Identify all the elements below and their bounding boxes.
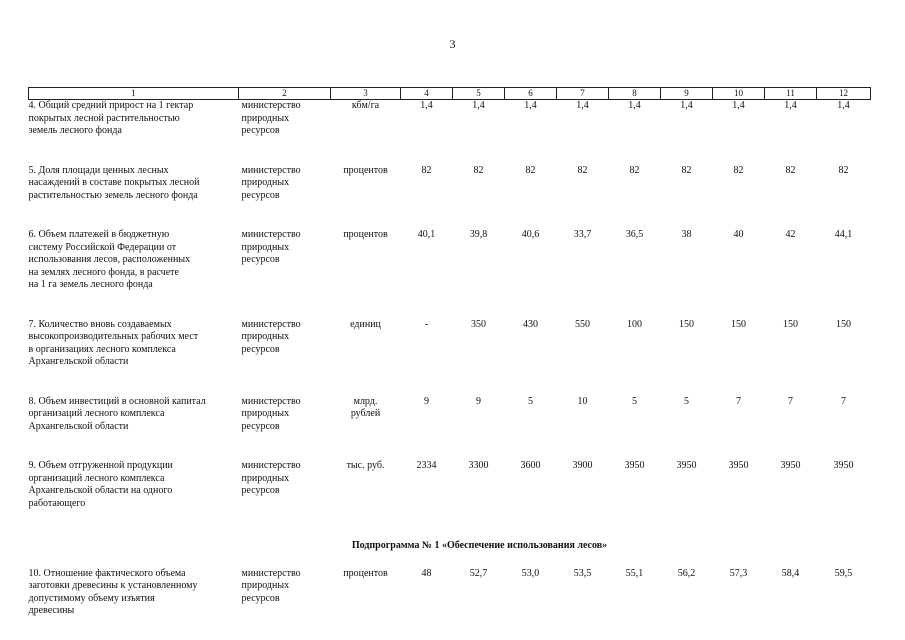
value-cell: 150 bbox=[731, 318, 746, 330]
responsible-body-line: природных bbox=[241, 241, 290, 253]
table-row bbox=[29, 568, 871, 618]
spacer-row bbox=[29, 433, 871, 460]
responsible-body-line: природных bbox=[241, 408, 290, 419]
value-cell: 9 bbox=[424, 395, 429, 407]
indicator-name-line: растительностью земель лесного фонда bbox=[28, 189, 198, 201]
value-cell: 82 bbox=[577, 164, 588, 176]
table-body bbox=[29, 100, 871, 618]
page-number: 3 bbox=[449, 37, 456, 51]
unit-of-measure-line: млрд. bbox=[353, 395, 378, 407]
value-cell: 33,7 bbox=[573, 229, 592, 240]
indicator-name-line: на 1 га земель лесного фонда bbox=[28, 279, 153, 290]
responsible-body-line: природных bbox=[241, 112, 290, 124]
subprogram-heading-row bbox=[29, 540, 871, 553]
value-cell: 5 bbox=[632, 395, 637, 407]
responsible-body-line: министерство bbox=[241, 100, 301, 111]
unit-of-measure-line: единиц bbox=[350, 318, 381, 330]
responsible-body bbox=[239, 568, 331, 618]
unit-of-measure-line: кбм/га bbox=[351, 100, 380, 111]
responsible-body-line: природных bbox=[241, 331, 290, 342]
value-cell: 53,0 bbox=[521, 567, 540, 579]
value-cell: 3950 bbox=[780, 460, 801, 471]
column-header: 10 bbox=[713, 88, 765, 100]
value-cell: 56,2 bbox=[677, 567, 696, 579]
responsible-body-line: ресурсов bbox=[241, 189, 280, 201]
responsible-body-line: министерство bbox=[241, 318, 301, 330]
column-header: 4 bbox=[401, 88, 453, 100]
value-cell: 7 bbox=[736, 395, 741, 407]
column-header: 5 bbox=[453, 88, 505, 100]
indicator-name bbox=[29, 229, 239, 292]
indicator-name-line: 6. Объем платежей в бюджетную bbox=[28, 229, 170, 240]
value-cell: 1,4 bbox=[784, 100, 797, 111]
indicator-name bbox=[29, 165, 239, 203]
indicator-name-line: 7. Количество вновь создаваемых bbox=[28, 318, 172, 330]
spacer-row bbox=[29, 369, 871, 396]
spacer-row bbox=[29, 553, 871, 568]
value-cell: 82 bbox=[473, 164, 484, 176]
indicator-name-line: 4. Общий средний прирост на 1 гектар bbox=[28, 100, 194, 111]
indicator-name-line: Архангельской области на одного bbox=[28, 485, 173, 496]
value-cell: 3950 bbox=[624, 460, 645, 471]
indicator-name-line: 10. Отношение фактического объема bbox=[28, 567, 186, 579]
column-header: 11 bbox=[765, 88, 817, 100]
indicator-name-line: земель лесного фонда bbox=[28, 125, 122, 136]
indicator-name bbox=[29, 568, 239, 618]
indicator-name bbox=[29, 396, 239, 434]
value-cell: 150 bbox=[836, 318, 851, 330]
indicator-name-line: 8. Объем инвестиций в основной капитал bbox=[28, 395, 206, 407]
indicator-name bbox=[29, 319, 239, 369]
indicator-name-line: высокопроизводительных рабочих мест bbox=[28, 331, 199, 342]
indicator-name-line: организаций лесного комплекса bbox=[28, 472, 165, 484]
indicator-name-line: организаций лесного комплекса bbox=[28, 408, 165, 419]
column-header: 6 bbox=[505, 88, 557, 100]
indicator-name-line: 5. Доля площади ценных лесных bbox=[28, 164, 169, 176]
responsible-body-line: министерство bbox=[241, 460, 301, 471]
value-cell: 2334 bbox=[416, 460, 437, 471]
responsible-body bbox=[239, 319, 331, 369]
spacer-row bbox=[29, 138, 871, 165]
unit-of-measure bbox=[331, 568, 401, 618]
indicator-name-line: Архангельской области bbox=[28, 420, 129, 432]
value-cell: 82 bbox=[629, 164, 640, 176]
responsible-body-line: ресурсов bbox=[241, 420, 280, 432]
value-cell: 1,4 bbox=[732, 100, 745, 111]
unit-of-measure-line: тыс. руб. bbox=[346, 460, 385, 471]
value-cell: 3950 bbox=[728, 460, 749, 471]
unit-of-measure bbox=[331, 319, 401, 369]
table-row bbox=[29, 100, 871, 138]
unit-of-measure bbox=[331, 165, 401, 203]
indicator-name-line: Архангельской области bbox=[28, 356, 129, 367]
value-cell: 44,1 bbox=[834, 229, 853, 240]
responsible-body bbox=[239, 100, 331, 138]
value-cell: 52,7 bbox=[469, 567, 488, 579]
value-cell: 82 bbox=[838, 164, 849, 176]
indicator-name-line: древесины bbox=[28, 605, 75, 616]
responsible-body-line: природных bbox=[241, 177, 290, 188]
indicator-name-line: на землях лесного фонда, в расчете bbox=[28, 266, 179, 278]
responsible-body bbox=[239, 165, 331, 203]
responsible-body-line: ресурсов bbox=[241, 343, 280, 355]
value-cell: 48 bbox=[421, 567, 432, 579]
value-cell: 1,4 bbox=[576, 100, 589, 111]
subprogram-title: Подпрограмма № 1 «Обеспечение использования лесов» bbox=[351, 540, 608, 551]
column-header: 1 bbox=[29, 88, 239, 100]
table-row bbox=[29, 165, 871, 203]
unit-of-measure bbox=[331, 229, 401, 292]
indicator-name-line: систему Российской Федерации от bbox=[28, 241, 177, 253]
value-cell: 1,4 bbox=[680, 100, 693, 111]
responsible-body-line: природных bbox=[241, 580, 290, 591]
value-cell: 39,8 bbox=[469, 229, 488, 240]
responsible-body-line: ресурсов bbox=[241, 485, 280, 496]
indicator-name-line: допустимому объему изъятия bbox=[28, 592, 155, 604]
value-cell: 10 bbox=[577, 395, 588, 407]
value-cell: 150 bbox=[679, 318, 694, 330]
responsible-body-line: министерство bbox=[241, 567, 301, 579]
indicator-name-line: работающего bbox=[28, 497, 86, 509]
value-cell: 53,5 bbox=[573, 567, 592, 579]
value-cell: 40,1 bbox=[417, 229, 436, 240]
value-cell: 82 bbox=[421, 164, 432, 176]
value-cell: 40 bbox=[733, 229, 744, 240]
value-cell: 40,6 bbox=[521, 229, 540, 240]
value-cell: 42 bbox=[785, 229, 796, 240]
unit-of-measure-line: рублей bbox=[350, 408, 381, 419]
value-cell: 58,4 bbox=[781, 567, 800, 579]
value-cell: 1,4 bbox=[524, 100, 537, 111]
column-header: 3 bbox=[331, 88, 401, 100]
spacer-row bbox=[29, 510, 871, 540]
value-cell: - bbox=[424, 318, 429, 330]
value-cell: 350 bbox=[471, 318, 486, 330]
column-header: 9 bbox=[661, 88, 713, 100]
value-cell: 36,5 bbox=[625, 229, 644, 240]
column-header: 2 bbox=[239, 88, 331, 100]
unit-of-measure bbox=[331, 460, 401, 510]
unit-of-measure bbox=[331, 396, 401, 434]
value-cell: 1,4 bbox=[837, 100, 850, 111]
column-header: 7 bbox=[557, 88, 609, 100]
value-cell: 3950 bbox=[833, 460, 854, 471]
value-cell: 150 bbox=[783, 318, 798, 330]
value-cell: 82 bbox=[785, 164, 796, 176]
indicator-name-line: в организациях лесного комплекса bbox=[28, 343, 176, 355]
value-cell: 1,4 bbox=[628, 100, 641, 111]
unit-of-measure bbox=[331, 100, 401, 138]
value-cell: 3950 bbox=[676, 460, 697, 471]
value-cell: 82 bbox=[733, 164, 744, 176]
responsible-body-line: министерство bbox=[241, 229, 301, 240]
unit-of-measure-line: процентов bbox=[343, 229, 388, 240]
value-cell: 82 bbox=[525, 164, 536, 176]
value-cell: 430 bbox=[523, 318, 538, 330]
value-cell: 82 bbox=[681, 164, 692, 176]
column-header: 12 bbox=[817, 88, 871, 100]
value-cell: 7 bbox=[788, 395, 793, 407]
value-cell: 100 bbox=[627, 318, 642, 330]
responsible-body-line: министерство bbox=[241, 395, 301, 407]
value-cell: 3600 bbox=[520, 460, 541, 471]
indicator-name-line: насаждений в составе покрытых лесной bbox=[28, 177, 200, 188]
table-row bbox=[29, 396, 871, 434]
responsible-body-line: природных bbox=[241, 472, 290, 484]
responsible-body-line: ресурсов bbox=[241, 254, 280, 265]
unit-of-measure-line: процентов bbox=[343, 164, 388, 176]
value-cell: 55,1 bbox=[625, 567, 644, 579]
indicator-name-line: заготовки древесины к установленному bbox=[28, 580, 198, 591]
value-cell: 59,5 bbox=[834, 567, 853, 579]
indicator-name-line: использования лесов, расположенных bbox=[28, 254, 191, 265]
value-cell: 3900 bbox=[572, 460, 593, 471]
indicator-name bbox=[29, 100, 239, 138]
value-cell: 38 bbox=[681, 229, 692, 240]
value-cell: 550 bbox=[575, 318, 590, 330]
value-cell: 5 bbox=[684, 395, 689, 407]
value-cell: 3300 bbox=[468, 460, 489, 471]
responsible-body-line: ресурсов bbox=[241, 125, 280, 136]
unit-of-measure-line: процентов bbox=[343, 567, 388, 579]
column-number-header-row bbox=[29, 88, 871, 100]
column-header: 8 bbox=[609, 88, 661, 100]
indicator-name-line: 9. Объем отгруженной продукции bbox=[28, 460, 173, 471]
spacer-row bbox=[29, 292, 871, 319]
indicator-name bbox=[29, 460, 239, 510]
indicator-name-line: покрытых лесной растительностью bbox=[28, 112, 180, 124]
value-cell: 1,4 bbox=[420, 100, 433, 111]
responsible-body bbox=[239, 396, 331, 434]
indicators-table bbox=[28, 87, 871, 618]
value-cell: 57,3 bbox=[729, 567, 748, 579]
responsible-body-line: ресурсов bbox=[241, 592, 280, 604]
value-cell: 1,4 bbox=[472, 100, 485, 111]
spacer-row bbox=[29, 202, 871, 229]
table-row bbox=[29, 319, 871, 369]
value-cell: 5 bbox=[528, 395, 533, 407]
value-cell: 7 bbox=[841, 395, 846, 407]
table-row bbox=[29, 229, 871, 292]
table-row bbox=[29, 460, 871, 510]
responsible-body bbox=[239, 229, 331, 292]
responsible-body bbox=[239, 460, 331, 510]
value-cell: 9 bbox=[476, 395, 481, 407]
responsible-body-line: министерство bbox=[241, 164, 301, 176]
